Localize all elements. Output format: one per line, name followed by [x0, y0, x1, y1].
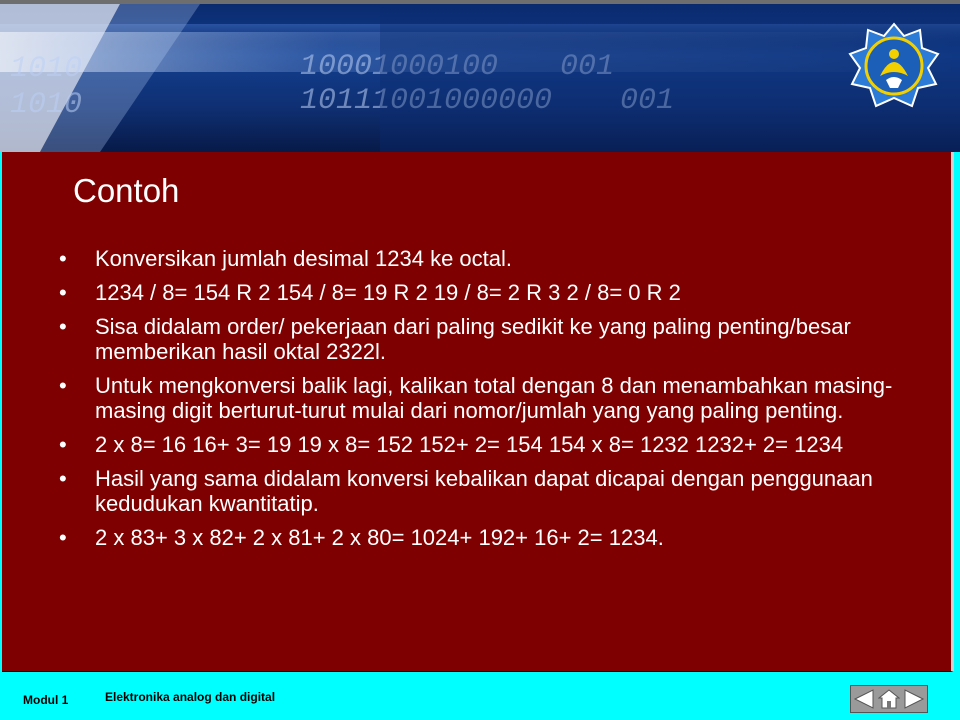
- logo-emblem-icon: [846, 18, 942, 114]
- bullet-text: Konversikan jumlah desimal 1234 ke octal.: [95, 246, 513, 271]
- content-area: [2, 152, 954, 672]
- bullet-symbol: •: [59, 466, 67, 491]
- bullet-symbol: •: [59, 314, 67, 339]
- list-item: [59, 432, 909, 457]
- bullet-symbol: •: [59, 432, 67, 457]
- svg-text:1010: 1010: [10, 52, 83, 86]
- next-arrow-icon: [903, 689, 925, 709]
- svg-text:10001000100: 10001000100: [300, 50, 499, 84]
- bullet-symbol: •: [59, 246, 67, 271]
- list-item: [59, 280, 909, 305]
- svg-text:1010: 1010: [10, 88, 83, 122]
- svg-text:001: 001: [560, 50, 615, 84]
- prev-arrow-icon: [853, 689, 875, 709]
- header-banner: [0, 4, 960, 152]
- footer-bar: [0, 672, 960, 720]
- list-item: [59, 466, 909, 516]
- slide-title: Contoh: [73, 172, 180, 209]
- home-button[interactable]: [877, 687, 901, 711]
- bullet-text: 2 x 83+ 3 x 82+ 2 x 81+ 2 x 80= 1024+ 192+ 16+ 2= 1234.: [95, 525, 664, 550]
- bullet-list: [59, 246, 909, 559]
- list-item: [59, 246, 909, 271]
- svg-text:001: 001: [620, 84, 675, 118]
- tut-wuri-handayani-logo: [846, 18, 942, 114]
- list-item: [59, 373, 909, 423]
- prev-slide-button[interactable]: [852, 687, 876, 711]
- module-label: Modul 1: [23, 693, 69, 707]
- next-slide-button[interactable]: [902, 687, 926, 711]
- bullet-text: Sisa didalam order/ pekerjaan dari paling sedikit ke yang paling penting/besar memberikan hasil oktal 2322l.: [95, 314, 851, 364]
- bullet-text: 1234 / 8= 154 R 2 154 / 8= 19 R 2 19 / 8= 2 R 3 2 / 8= 0 R 2: [95, 280, 681, 305]
- bullet-text: 2 x 8= 16 16+ 3= 19 19 x 8= 152 152+ 2= 154 154 x 8= 1232 1232+ 2= 1234: [95, 432, 844, 457]
- bullet-symbol: •: [59, 280, 67, 305]
- course-name: Elektronika analog dan digital: [105, 690, 276, 704]
- bullet-symbol: •: [59, 373, 67, 398]
- binary-banner-art: [0, 4, 960, 152]
- bullet-symbol: •: [59, 525, 67, 550]
- bullet-text: Untuk mengkonversi balik lagi, kalikan total dengan 8 dan menambahkan masing-masing digit berturut-turut mulai dari nomor/jumlah yang yang paling penting.: [95, 373, 893, 423]
- list-item: [59, 525, 909, 550]
- slide-nav: [850, 685, 928, 713]
- list-item: [59, 314, 909, 364]
- home-icon: [878, 689, 900, 709]
- svg-text:10111001000000: 10111001000000: [300, 84, 553, 118]
- bullet-text: Hasil yang sama didalam konversi kebalikan dapat dicapai dengan penggunaan kedudukan kwantitatip.: [95, 466, 873, 516]
